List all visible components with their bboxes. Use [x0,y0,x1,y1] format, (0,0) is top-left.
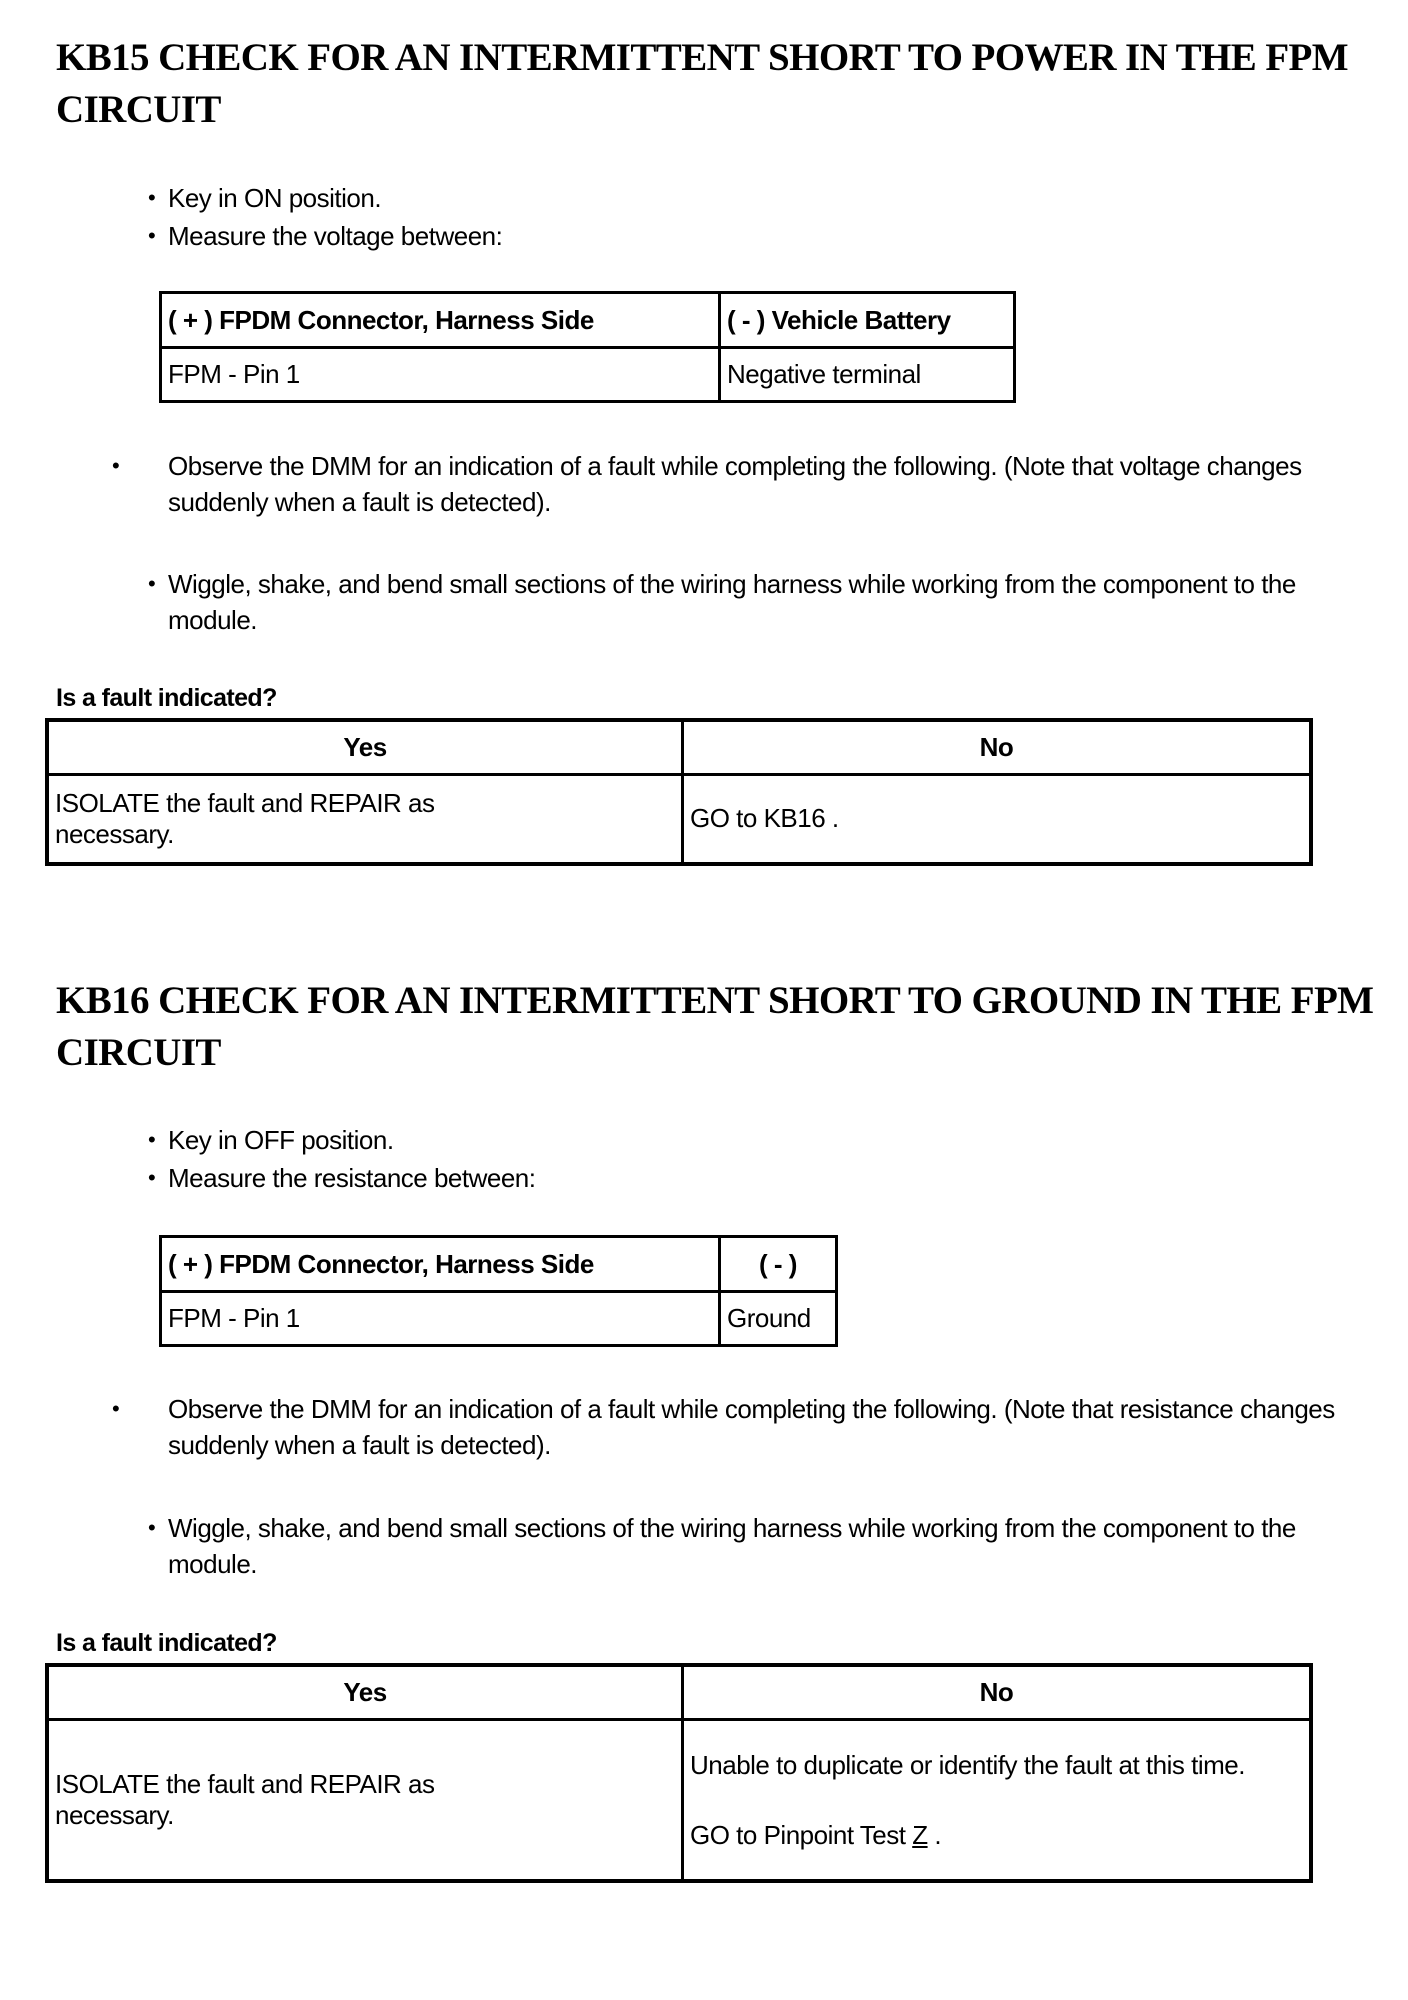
no-cell [683,774,1312,864]
question-label: Is a fault indicated? [56,1629,277,1657]
kb15-result-table [45,718,1313,866]
wiggle-text-content: Wiggle, shake, and bend small sections of the wiring harness while working from the component to the module. [168,569,1296,635]
table-header: ( - ) Vehicle Battery [720,293,1015,348]
wiggle-text [168,566,1358,638]
step-text: Measure the voltage between: [168,221,503,251]
question-label: Is a fault indicated? [56,684,277,712]
bullet-icon: • [148,571,156,596]
yes-header: Yes [47,1665,683,1719]
bullet-icon: • [148,1515,156,1540]
table-cell: FPM - Pin 1 [161,348,720,402]
table-header: ( + ) FPDM Connector, Harness Side [161,293,720,348]
wiggle-text-content: Wiggle, shake, and bend small sections of the wiring harness while working from the component to the module. [168,1513,1296,1579]
go-to-kb16-link[interactable]: GO to KB16 . [690,803,839,834]
pinpoint-line [690,1817,1269,1853]
step-text: Measure the resistance between: [168,1163,536,1193]
no-header: No [683,1665,1312,1719]
bullet-icon: • [148,1127,156,1152]
kb16-result-table [45,1663,1313,1883]
no-cell-text: Unable to duplicate or identify the fault at this time. [690,1749,1245,1780]
step-text: Key in OFF position. [168,1125,394,1155]
bullet-icon: • [148,1165,156,1190]
kb16-title: KB16 CHECK FOR AN INTERMITTENT SHORT TO GROUND IN THE FPM CIRCUIT [56,979,1374,1074]
yes-header: Yes [47,720,683,774]
observe-text: Observe the DMM for an indication of a fault while completing the following. (Note that resistance changes suddenly when a fault is detected). [168,1394,1335,1460]
observe-text: Observe the DMM for an indication of a fault while completing the following. (Note that voltage changes suddenly when a fault is detected). [168,451,1302,517]
yes-cell: ISOLATE the fault and REPAIR as necessary. [47,774,683,864]
table-cell: FPM - Pin 1 [161,1292,720,1346]
step-text: Key in ON position. [168,183,382,213]
table-header: ( + ) FPDM Connector, Harness Side [161,1237,720,1292]
pinpoint-prefix: GO to Pinpoint Test [690,1819,913,1850]
bullet-icon: • [112,1396,120,1421]
kb15-measure-table [159,291,1016,403]
wiggle-text [168,1510,1358,1582]
kb15-title: KB15 CHECK FOR AN INTERMITTENT SHORT TO POWER IN THE FPM CIRCUIT [56,36,1348,131]
kb16-measure-table [159,1235,838,1347]
no-cell [683,1719,1312,1881]
bullet-icon: • [148,223,156,248]
bullet-icon: • [148,185,156,210]
table-cell: Negative terminal [720,348,1015,402]
table-cell: Ground [720,1292,837,1346]
table-header: ( - ) [720,1237,837,1292]
yes-cell: ISOLATE the fault and REPAIR as necessary. [47,1719,683,1881]
no-header: No [683,720,1312,774]
bullet-icon: • [112,453,120,478]
pinpoint-suffix: . [927,1819,942,1850]
pinpoint-test-z-link[interactable]: Z [912,1819,928,1850]
